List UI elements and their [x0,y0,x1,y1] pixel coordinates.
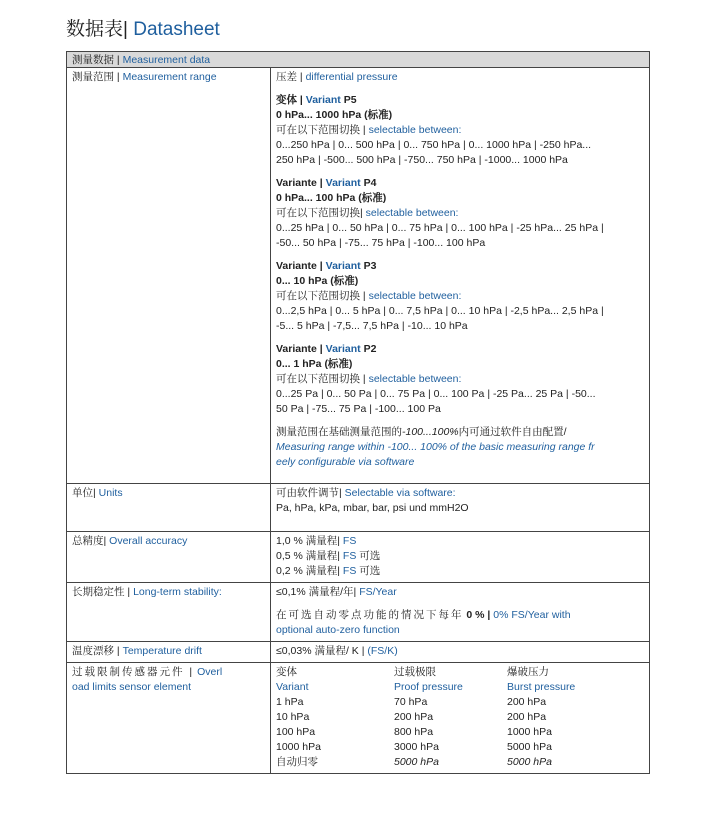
accuracy-label: 总精度| Overall accuracy [67,532,271,583]
section-en: Measurement data [122,54,211,66]
units-label: 单位| Units [67,484,271,532]
table-row: 1 hPa 70 hPa 200 hPa [276,696,547,708]
section-header-row [67,52,650,68]
variant-block: 变体 | Variant P5 0 hPa... 1000 hPa (标准) 可在以下范围切换 | selectable between: 0...250 hPa | 0... 500 hPa | 0... 750 hPa | 0... 1000 hPa | -250 hPa... 250 hPa | -500... 500 hPa | -750... 750 hPa | -1000... 1000 hPa [276,94,592,166]
range-label [67,68,271,484]
variant-block: Variante | Variant P2 0... 1 hPa (标准) 可在以下范围切换 | selectable between: 0...25 Pa | 0... 50 Pa | 0... 75 Pa | 0... 100 Pa | -25 Pa... 25 Pa | -50... 50 Pa | -75... 75 Pa | -100... 100 Pa [276,343,596,415]
overload-row [67,663,650,774]
units-row [67,484,650,532]
section-header [67,52,650,68]
range-label-en: Measurement range [122,71,217,83]
section-zh: 测量数据 | [72,54,120,66]
range-value [271,68,650,484]
accuracy-value: 1,0 % 满量程| FS 0,5 % 满量程| FS 可选 0,2 % 满量程| FS 可选 [271,532,650,583]
title-zh: 数据表| [66,19,128,40]
units-value: 可由软件调节| Selectable via software: Pa, hPa, kPa, mbar, bar, psi und mmH2O [271,484,650,532]
page-title [66,14,220,41]
range-label-zh: 测量范围 | [72,71,120,83]
stability-value: ≤0,1% 满量程/年| FS/Year 在可选自动零点功能的情况下每年 0 % | 0% FS/Year with optional auto-zero function [271,583,650,642]
drift-value: ≤0,03% 满量程/ K | (FS/K) [271,642,650,663]
range-note: 测量范围在基础测量范围的-100...100%内可通过软件自由配置/ Measuring range within -100... 100% of the basic measuring range fr eely configurable via software [276,426,595,468]
range-type: 压差 | differential pressure [276,71,398,83]
overload-head-en: Variant Proof pressure Burst pressure [276,681,576,693]
drift-label: 温度漂移 | Temperature drift [67,642,271,663]
overload-label: 过载限制传感器元件 | Overl oad limits sensor element [67,663,271,774]
overload-value [271,663,650,774]
table-row: 10 hPa 200 hPa 200 hPa [276,711,547,723]
table-row: 100 hPa 800 hPa 1000 hPa [276,726,552,738]
overload-head-zh: 变体 过载极限 爆破压力 [276,666,549,678]
datasheet-table [66,51,650,774]
table-row: 1000 hPa 3000 hPa 5000 hPa [276,741,552,753]
variant-block: Variante | Variant P3 0... 10 hPa (标准) 可在以下范围切换 | selectable between: 0...2,5 hPa | 0... 5 hPa | 0... 7,5 hPa | 0... 10 hPa | -2,5 hPa... 2,5 hPa | -5... 5 hPa | -7,5... 7,5 hPa | -10... 10 hPa [276,260,604,332]
drift-row [67,642,650,663]
accuracy-row [67,532,650,583]
range-row [67,68,650,484]
stability-label: 长期稳定性 | Long-term stability: [67,583,271,642]
table-row: 自动归零 5000 hPa 5000 hPa [276,756,552,768]
variant-block: Variante | Variant P4 0 hPa... 100 hPa (标准) 可在以下范围切换| selectable between: 0...25 hPa | 0... 50 hPa | 0... 75 hPa | 0... 100 hPa | -25 hPa... 25 hPa | -50... 50 hPa | -75... 75 hPa | -100... 100 hPa [276,177,604,249]
title-en: Datasheet [133,19,220,40]
overload-table [276,665,575,770]
stability-row [67,583,650,642]
